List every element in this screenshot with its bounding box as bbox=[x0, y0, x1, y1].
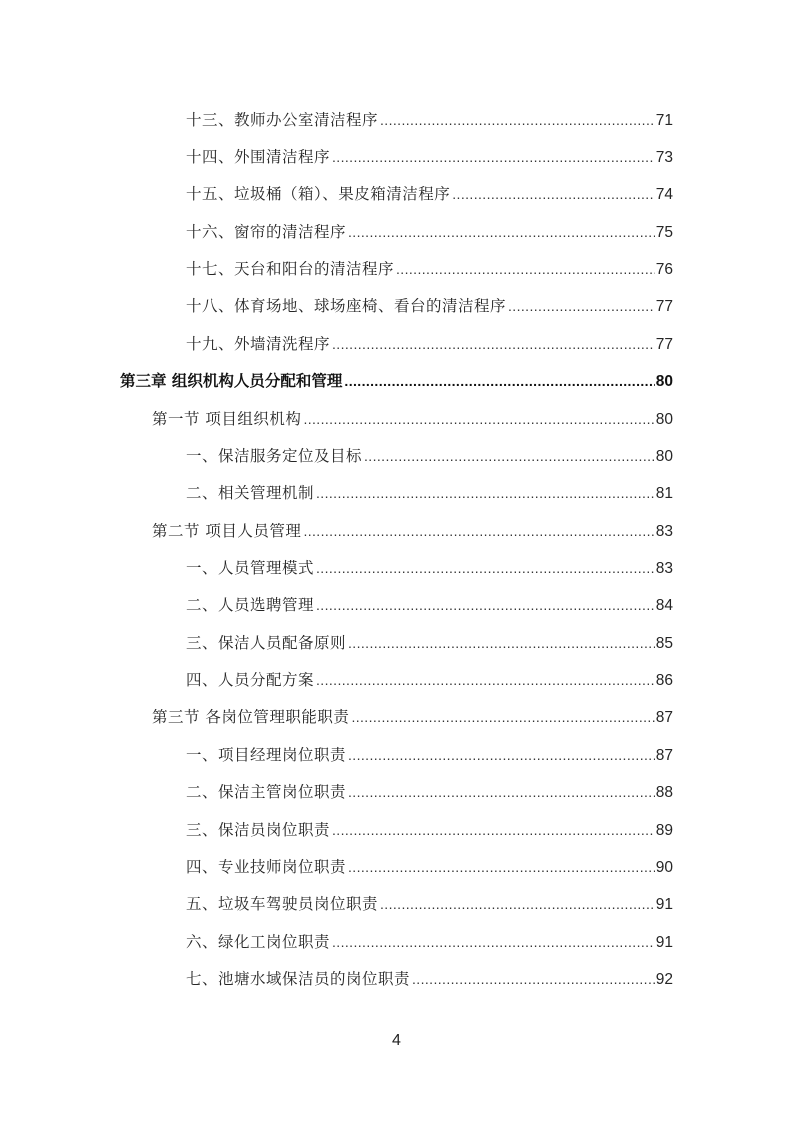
toc-entry-page: 84 bbox=[655, 597, 673, 614]
toc-entry-page: 87 bbox=[655, 747, 673, 764]
toc-entry[interactable] bbox=[186, 593, 673, 617]
toc-entry-page: 77 bbox=[655, 298, 673, 315]
toc-entry-title: 十四、外围清洁程序 bbox=[186, 148, 331, 166]
toc-entry[interactable] bbox=[186, 892, 673, 916]
toc-entry[interactable] bbox=[186, 818, 673, 842]
toc-entry[interactable] bbox=[186, 145, 673, 169]
toc-entry[interactable] bbox=[186, 481, 673, 505]
dot-leader bbox=[316, 668, 655, 692]
dot-leader bbox=[348, 220, 655, 244]
toc-entry-title: 四、人员分配方案 bbox=[186, 671, 315, 689]
toc-entry-title: 二、保洁主管岗位职责 bbox=[186, 783, 347, 801]
toc-section-entry[interactable] bbox=[152, 407, 673, 431]
toc-entry-title: 二、相关管理机制 bbox=[186, 484, 315, 502]
dot-leader bbox=[332, 818, 655, 842]
toc-entry[interactable] bbox=[186, 182, 673, 206]
toc-entry-title: 十六、窗帘的清洁程序 bbox=[186, 223, 347, 241]
dot-leader bbox=[380, 892, 655, 916]
toc-entry-title: 一、项目经理岗位职责 bbox=[186, 746, 347, 764]
toc-entry-page: 92 bbox=[655, 971, 673, 988]
toc-entry-page: 90 bbox=[655, 859, 673, 876]
dot-leader bbox=[380, 108, 655, 132]
toc-entry[interactable] bbox=[186, 556, 673, 580]
toc-entry[interactable] bbox=[186, 257, 673, 281]
toc-entry-title: 十九、外墙清洗程序 bbox=[186, 335, 331, 353]
toc-entry-page: 89 bbox=[655, 822, 673, 839]
dot-leader bbox=[303, 407, 654, 431]
toc-section-entry[interactable] bbox=[152, 519, 673, 543]
dot-leader bbox=[508, 294, 655, 318]
toc-entry-title: 十五、垃圾桶（箱）、果皮箱清洁程序 bbox=[186, 185, 451, 203]
toc-entry-title: 十七、天台和阳台的清洁程序 bbox=[186, 260, 395, 278]
dot-leader bbox=[348, 743, 655, 767]
toc-entry-title: 第一节 项目组织机构 bbox=[152, 410, 302, 428]
toc-entry-title: 第三章 组织机构人员分配和管理 bbox=[120, 372, 343, 390]
toc-entry-title: 第三节 各岗位管理职能职责 bbox=[152, 708, 350, 726]
dot-leader bbox=[332, 332, 655, 356]
toc-entry[interactable] bbox=[186, 743, 673, 767]
toc-entry-title: 五、垃圾车驾驶员岗位职责 bbox=[186, 895, 379, 913]
toc-entry-page: 77 bbox=[655, 336, 673, 353]
toc-entry-title: 三、保洁员岗位职责 bbox=[186, 821, 331, 839]
toc-entry[interactable] bbox=[186, 780, 673, 804]
toc-entry-page: 80 bbox=[655, 448, 673, 465]
dot-leader bbox=[396, 257, 655, 281]
dot-leader bbox=[332, 145, 655, 169]
toc-entry[interactable] bbox=[186, 444, 673, 468]
toc-entry-title: 第二节 项目人员管理 bbox=[152, 522, 302, 540]
toc-entry-title: 一、人员管理模式 bbox=[186, 559, 315, 577]
toc-entry-page: 76 bbox=[655, 261, 673, 278]
toc-entry-page: 86 bbox=[655, 672, 673, 689]
toc-entry-page: 80 bbox=[655, 411, 673, 428]
toc-entry-title: 三、保洁人员配备原则 bbox=[186, 634, 347, 652]
toc-entry-page: 85 bbox=[655, 635, 673, 652]
toc-chapter-entry[interactable] bbox=[120, 369, 673, 393]
toc-entry[interactable] bbox=[186, 967, 673, 991]
toc-entry-title: 四、专业技师岗位职责 bbox=[186, 858, 347, 876]
toc-entry-title: 一、保洁服务定位及目标 bbox=[186, 447, 363, 465]
toc-entry-page: 91 bbox=[655, 896, 673, 913]
toc-entry-page: 71 bbox=[655, 112, 673, 129]
toc-section-entry[interactable] bbox=[152, 705, 673, 729]
dot-leader bbox=[412, 967, 655, 991]
dot-leader bbox=[316, 593, 655, 617]
toc-entry[interactable] bbox=[186, 930, 673, 954]
dot-leader bbox=[344, 369, 654, 393]
toc-entry-page: 75 bbox=[655, 224, 673, 241]
toc-entry-page: 87 bbox=[655, 709, 673, 726]
dot-leader bbox=[316, 556, 655, 580]
toc-entry[interactable] bbox=[186, 668, 673, 692]
dot-leader bbox=[348, 631, 655, 655]
toc-entry-page: 88 bbox=[655, 784, 673, 801]
dot-leader bbox=[364, 444, 655, 468]
toc-entry[interactable] bbox=[186, 294, 673, 318]
toc-entry-page: 83 bbox=[655, 523, 673, 540]
dot-leader bbox=[351, 705, 654, 729]
toc-entry-page: 83 bbox=[655, 560, 673, 577]
toc-entry-title: 十三、教师办公室清洁程序 bbox=[186, 111, 379, 129]
dot-leader bbox=[316, 481, 655, 505]
toc-entry-page: 73 bbox=[655, 149, 673, 166]
toc-entry-title: 十八、体育场地、球场座椅、看台的清洁程序 bbox=[186, 297, 507, 315]
toc-entry[interactable] bbox=[186, 108, 673, 132]
dot-leader bbox=[332, 930, 655, 954]
toc-entry-page: 91 bbox=[655, 934, 673, 951]
toc-entry-title: 七、池塘水域保洁员的岗位职责 bbox=[186, 970, 411, 988]
toc-entry[interactable] bbox=[186, 220, 673, 244]
toc-entry[interactable] bbox=[186, 332, 673, 356]
page-number: 4 bbox=[392, 1032, 401, 1049]
toc-entry-title: 六、绿化工岗位职责 bbox=[186, 933, 331, 951]
toc-entry-page: 80 bbox=[655, 373, 673, 390]
dot-leader bbox=[452, 182, 654, 206]
toc-entry[interactable] bbox=[186, 855, 673, 879]
dot-leader bbox=[348, 780, 655, 804]
toc-entry-page: 81 bbox=[655, 485, 673, 502]
toc-entry-page: 74 bbox=[655, 186, 673, 203]
dot-leader bbox=[348, 855, 655, 879]
toc-entry[interactable] bbox=[186, 631, 673, 655]
toc-entry-title: 二、人员选聘管理 bbox=[186, 596, 315, 614]
dot-leader bbox=[303, 519, 654, 543]
